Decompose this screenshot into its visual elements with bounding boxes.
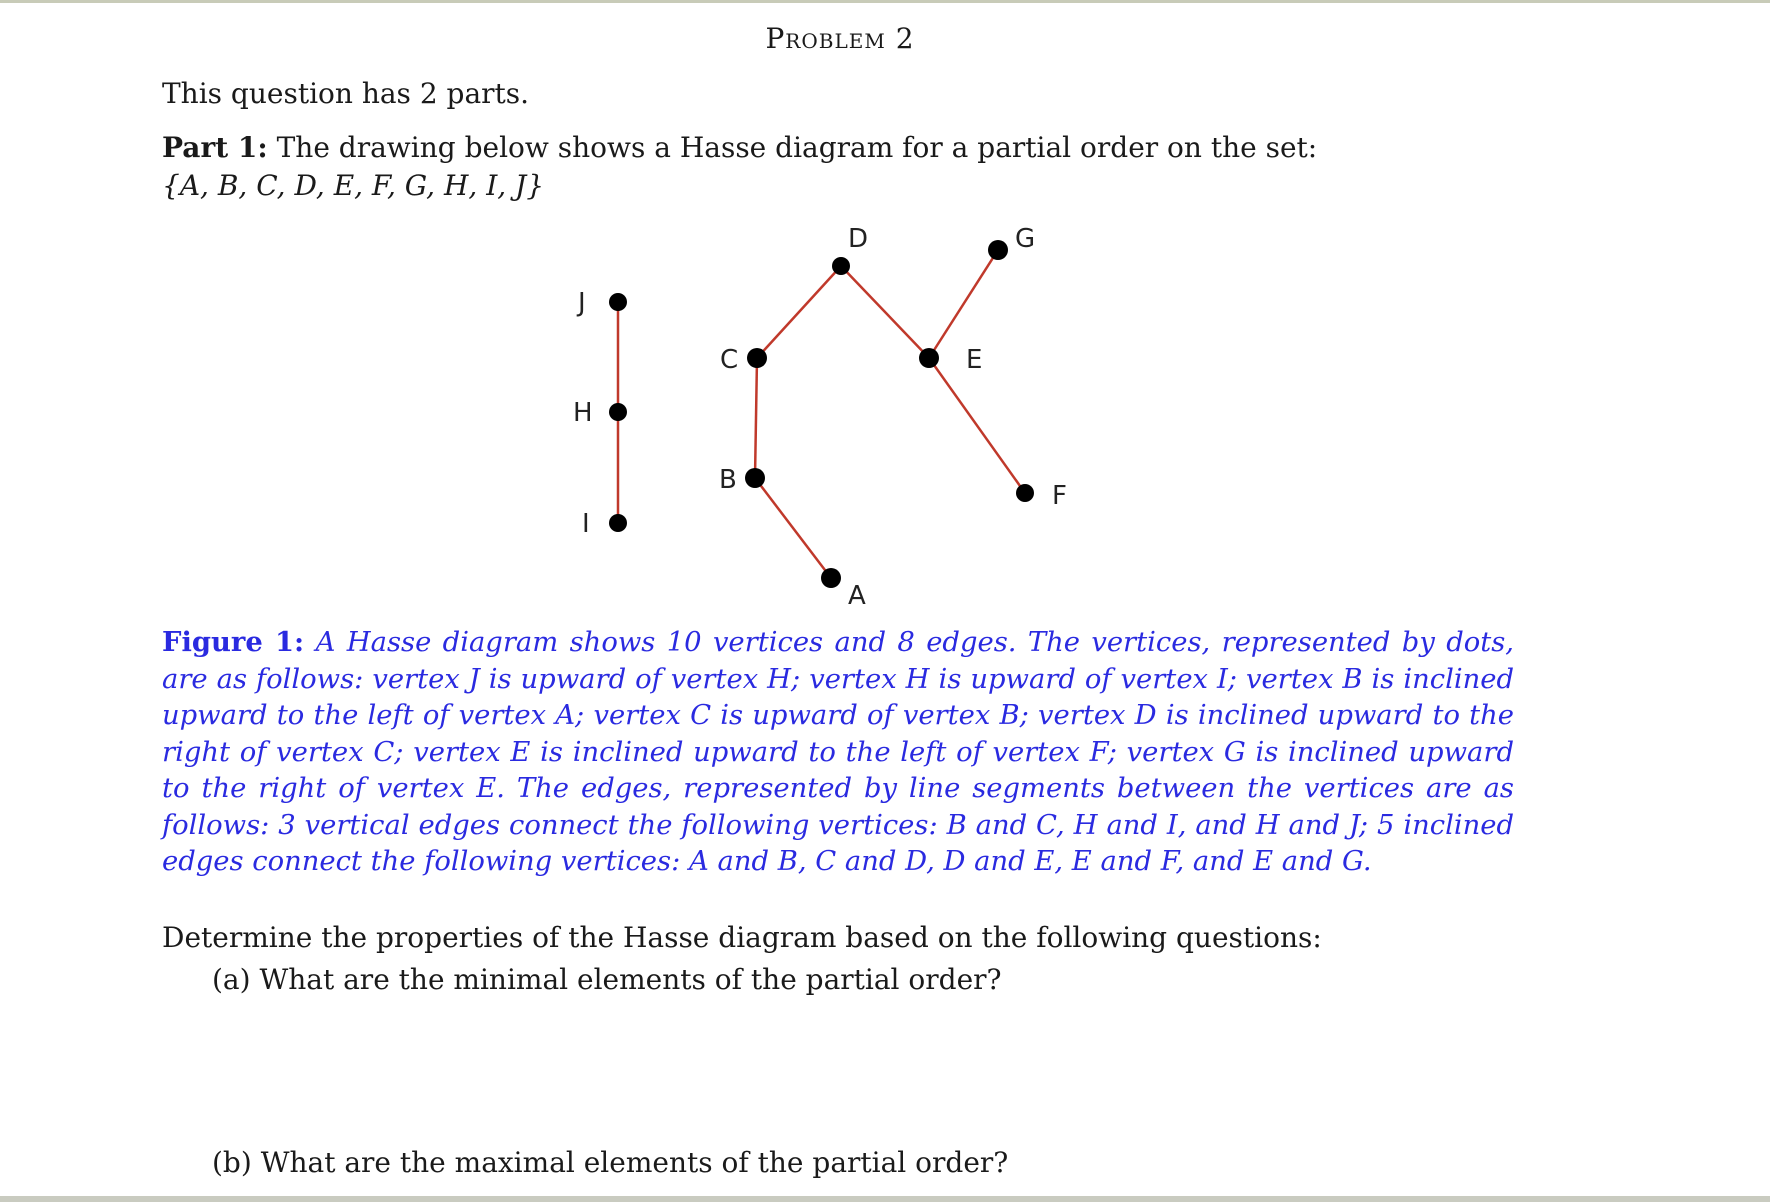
vertex-d (832, 257, 850, 275)
question-a-text: What are the minimal elements of the partial order? (259, 963, 1002, 996)
vertex-e (919, 348, 939, 368)
edge-b-c (755, 358, 757, 478)
edge-a-b (755, 478, 831, 578)
question-b (212, 1145, 1008, 1181)
vertex-h (609, 403, 627, 421)
vertex-label-e: E (966, 345, 983, 375)
edge-d-e (841, 266, 929, 358)
vertex-label-f: F (1052, 481, 1067, 511)
vertex-g (988, 240, 1008, 260)
vertex-f (1016, 484, 1034, 502)
vertex-b (745, 468, 765, 488)
edge-c-d (757, 266, 841, 358)
question-b-text: What are the maximal elements of the partial order? (260, 1146, 1009, 1179)
vertex-label-h: H (573, 398, 593, 428)
problem-title: Problem 2 (765, 22, 915, 55)
vertex-i (609, 514, 627, 532)
intro-text: This question has 2 parts. (162, 77, 530, 110)
edge-e-f (929, 358, 1025, 493)
vertex-j (609, 293, 627, 311)
question-a (212, 962, 1002, 998)
vertex-label-j: J (578, 288, 586, 318)
edge-e-g (929, 250, 998, 358)
instructions-text: Determine the properties of the Hasse diagram based on the following questions: (162, 921, 1322, 954)
caption-text: A Hasse diagram shows 10 vertices and 8 edges. The vertices, represented by dots, are as follows: vertex J is upward of vertex H; vertex H is upward of vertex I; vertex B is inclined upward to the left of vertex A; vertex C is upward of vertex B; vertex D is inclined upward to the right of vertex C; vertex E is inclined upward to the left of vertex F; vertex G is inclined upward to the right of vertex E. The edges, represented by line segments between the vertices are as follows: 3 vertical edges connect the following vertices: B and C, H and I, and H and J; 5 inclined edges connect the following vertices: A and B, C and D, D and E, E and F, and E and G. (162, 627, 1515, 877)
vertex-label-b: B (719, 465, 737, 495)
figure-caption (162, 624, 1514, 881)
vertex-a (821, 568, 841, 588)
bottom-border (0, 1196, 1770, 1202)
caption-label: Figure 1: (162, 626, 305, 658)
part1-description: The drawing below shows a Hasse diagram for a partial order on the set: (276, 131, 1318, 164)
set-notation: {A, B, C, D, E, F, G, H, I, J} (162, 169, 545, 202)
question-a-label: (a) (212, 963, 251, 996)
part1-label: Part 1: (162, 131, 268, 164)
vertex-label-d: D (848, 224, 869, 254)
question-b-label: (b) (212, 1146, 252, 1179)
vertex-label-a: A (848, 581, 866, 611)
vertex-label-g: G (1015, 224, 1036, 254)
vertex-label-c: C (720, 345, 739, 375)
vertex-c (747, 348, 767, 368)
vertex-label-i: I (582, 509, 590, 539)
